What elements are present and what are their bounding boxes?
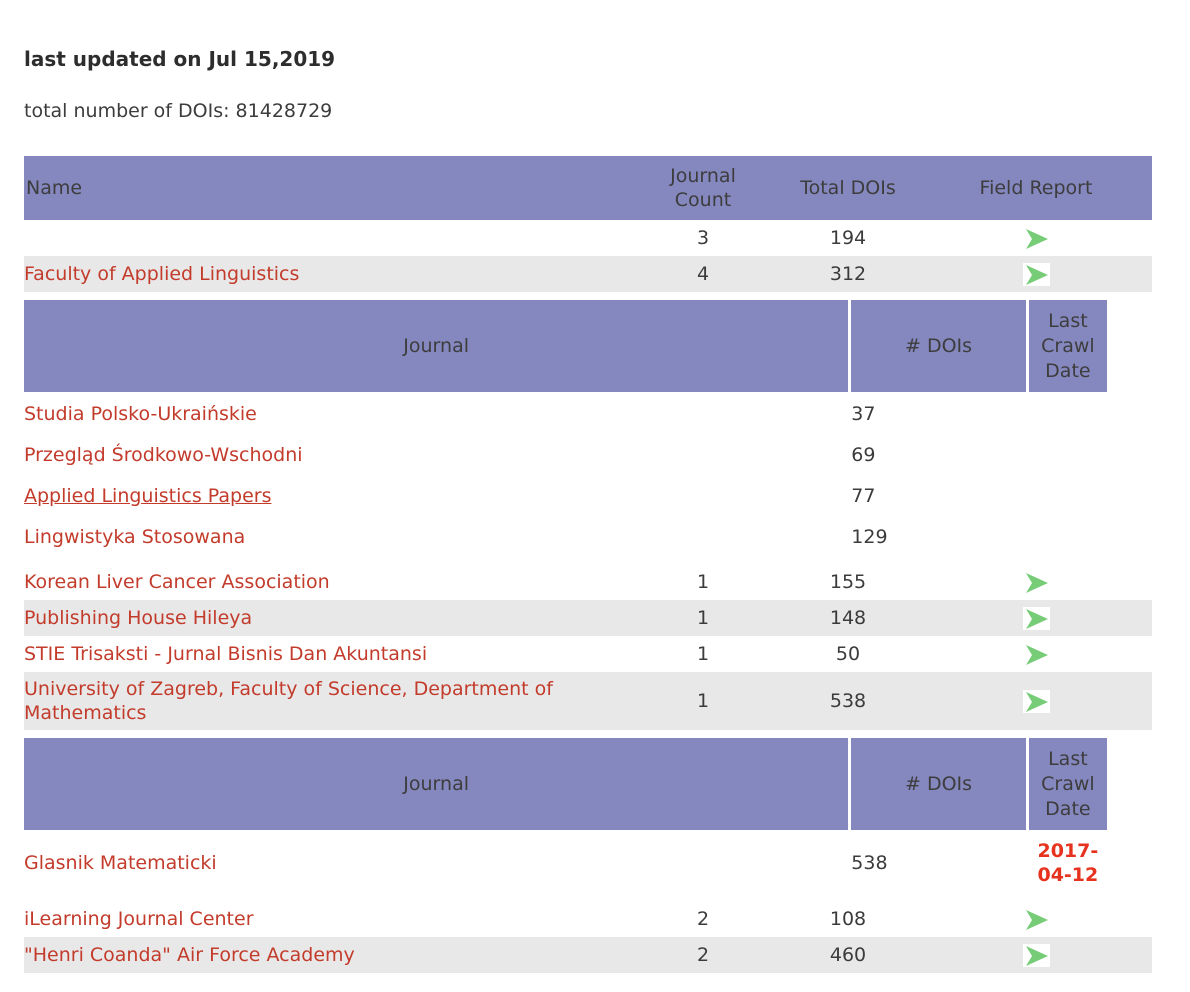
journal-name-cell xyxy=(24,436,848,474)
total-dois-cell: 155 xyxy=(829,571,867,593)
publishers-table-header-row xyxy=(24,156,1152,220)
total-dois-text: total number of DOIs: 81428729 xyxy=(24,100,333,122)
field-report-cell xyxy=(920,256,1152,292)
journal-name-cell xyxy=(24,833,848,893)
publisher-row xyxy=(24,256,1152,292)
journal-link[interactable]: Applied Linguistics Papers xyxy=(24,485,272,507)
journal-row xyxy=(24,833,1107,893)
field-report-arrow-icon[interactable] xyxy=(1023,571,1050,594)
journals-table xyxy=(21,297,1110,559)
journal-name-cell xyxy=(24,518,848,556)
journal-dois-cell: 538 xyxy=(851,852,888,874)
main-table-body xyxy=(24,220,1152,973)
column-header-last-crawl-date: Last Crawl Date xyxy=(1029,300,1107,392)
journal-count-cell: 2 xyxy=(696,908,710,930)
journal-dois-cell: 37 xyxy=(851,403,876,425)
last-crawl-date-cell xyxy=(1029,518,1107,556)
journal-name-cell xyxy=(24,477,848,515)
total-dois-cell: 194 xyxy=(829,227,867,249)
nested-journals-row xyxy=(24,730,1152,901)
total-dois-cell: 50 xyxy=(835,643,861,665)
journal-count-cell: 1 xyxy=(696,571,710,593)
column-header-journal: Journal xyxy=(24,300,848,392)
field-report-cell xyxy=(920,600,1152,636)
publisher-row xyxy=(24,901,1152,937)
journal-name-cell xyxy=(24,395,848,433)
journal-dois-cell: 69 xyxy=(851,444,876,466)
publisher-name-cell xyxy=(24,220,630,256)
column-header-num-dois: # DOIs xyxy=(851,738,1025,830)
journal-row xyxy=(24,436,1107,474)
field-report-arrow-icon[interactable] xyxy=(1023,227,1050,250)
publisher-name-cell xyxy=(24,564,630,600)
journals-table xyxy=(21,735,1110,896)
field-report-cell xyxy=(920,636,1152,672)
journal-count-cell: 1 xyxy=(630,600,776,636)
journal-dois-cell: 129 xyxy=(851,526,888,548)
publisher-name-cell xyxy=(24,600,630,636)
journal-count-cell: 1 xyxy=(696,643,710,665)
column-header-field-report: Field Report xyxy=(920,156,1152,220)
field-report-cell xyxy=(920,937,1152,973)
journal-count-cell: 1 xyxy=(630,672,776,730)
publisher-link[interactable]: "Henri Coanda" Air Force Academy xyxy=(24,944,355,966)
total-dois-cell: 108 xyxy=(829,908,867,930)
total-dois-cell: 148 xyxy=(776,600,920,636)
publisher-link[interactable]: STIE Trisaksti - Jurnal Bisnis Dan Akuntansi xyxy=(24,643,428,665)
publisher-link[interactable]: iLearning Journal Center xyxy=(24,908,254,930)
field-report-cell xyxy=(920,901,1152,937)
field-report-arrow-icon[interactable] xyxy=(1023,607,1050,630)
nested-journals-cell xyxy=(24,730,1152,901)
publisher-row xyxy=(24,220,1152,256)
journal-row xyxy=(24,395,1107,433)
last-crawl-date-cell: 2017-04-12 xyxy=(1037,840,1099,886)
publisher-name-cell xyxy=(24,636,630,672)
publisher-link[interactable]: Korean Liver Cancer Association xyxy=(24,571,330,593)
publisher-row xyxy=(24,636,1152,672)
field-report-cell xyxy=(920,564,1152,600)
publisher-row xyxy=(24,672,1152,730)
column-header-last-crawl-date: Last Crawl Date xyxy=(1029,738,1107,830)
journal-count-cell: 2 xyxy=(630,937,776,973)
publisher-name-cell xyxy=(24,672,630,730)
last-crawl-date-cell xyxy=(1029,395,1107,433)
column-header-journal-count: Journal Count xyxy=(630,156,776,220)
column-header-journal: Journal xyxy=(24,738,848,830)
publisher-name-cell xyxy=(24,901,630,937)
publishers-table xyxy=(24,156,1152,973)
field-report-cell xyxy=(920,220,1152,256)
publisher-row xyxy=(24,600,1152,636)
publisher-link[interactable]: University of Zagreb, Faculty of Science, Department of Mathematics xyxy=(24,678,553,724)
field-report-arrow-icon[interactable] xyxy=(1023,690,1050,713)
journal-row xyxy=(24,477,1107,515)
journal-link[interactable]: Lingwistyka Stosowana xyxy=(24,526,246,548)
journal-row xyxy=(24,518,1107,556)
publisher-name-cell xyxy=(24,256,630,292)
field-report-arrow-icon[interactable] xyxy=(1023,263,1050,286)
column-header-name: Name xyxy=(24,156,630,220)
nested-journals-row xyxy=(24,292,1152,564)
journal-count-cell: 4 xyxy=(630,256,776,292)
publisher-row xyxy=(24,564,1152,600)
last-crawl-date-cell xyxy=(1029,477,1107,515)
field-report-arrow-icon[interactable] xyxy=(1023,944,1050,967)
publisher-name-cell xyxy=(24,937,630,973)
journals-table-header-row xyxy=(24,738,1107,830)
journal-count-cell: 3 xyxy=(696,227,710,249)
journal-link[interactable]: Glasnik Matematicki xyxy=(24,852,217,874)
journal-link[interactable]: Studia Polsko-Ukraińskie xyxy=(24,403,257,425)
total-dois-cell: 312 xyxy=(776,256,920,292)
journal-dois-cell: 77 xyxy=(851,485,876,507)
publisher-link[interactable]: Faculty of Applied Linguistics xyxy=(24,263,300,285)
journal-link[interactable]: Przegląd Środkowo-Wschodni xyxy=(24,444,303,466)
page-title: last updated on Jul 15,2019 xyxy=(24,47,336,71)
column-header-total-dois: Total DOIs xyxy=(776,156,920,220)
field-report-arrow-icon[interactable] xyxy=(1023,643,1050,666)
publisher-link[interactable]: Publishing House Hileya xyxy=(24,607,253,629)
total-dois-cell: 538 xyxy=(776,672,920,730)
last-crawl-date-cell xyxy=(1029,436,1107,474)
field-report-arrow-icon[interactable] xyxy=(1023,908,1050,931)
column-header-num-dois: # DOIs xyxy=(851,300,1025,392)
nested-journals-cell xyxy=(24,292,1152,564)
field-report-cell xyxy=(920,672,1152,730)
journals-table-header-row xyxy=(24,300,1107,392)
publisher-row xyxy=(24,937,1152,973)
total-dois-cell: 460 xyxy=(776,937,920,973)
